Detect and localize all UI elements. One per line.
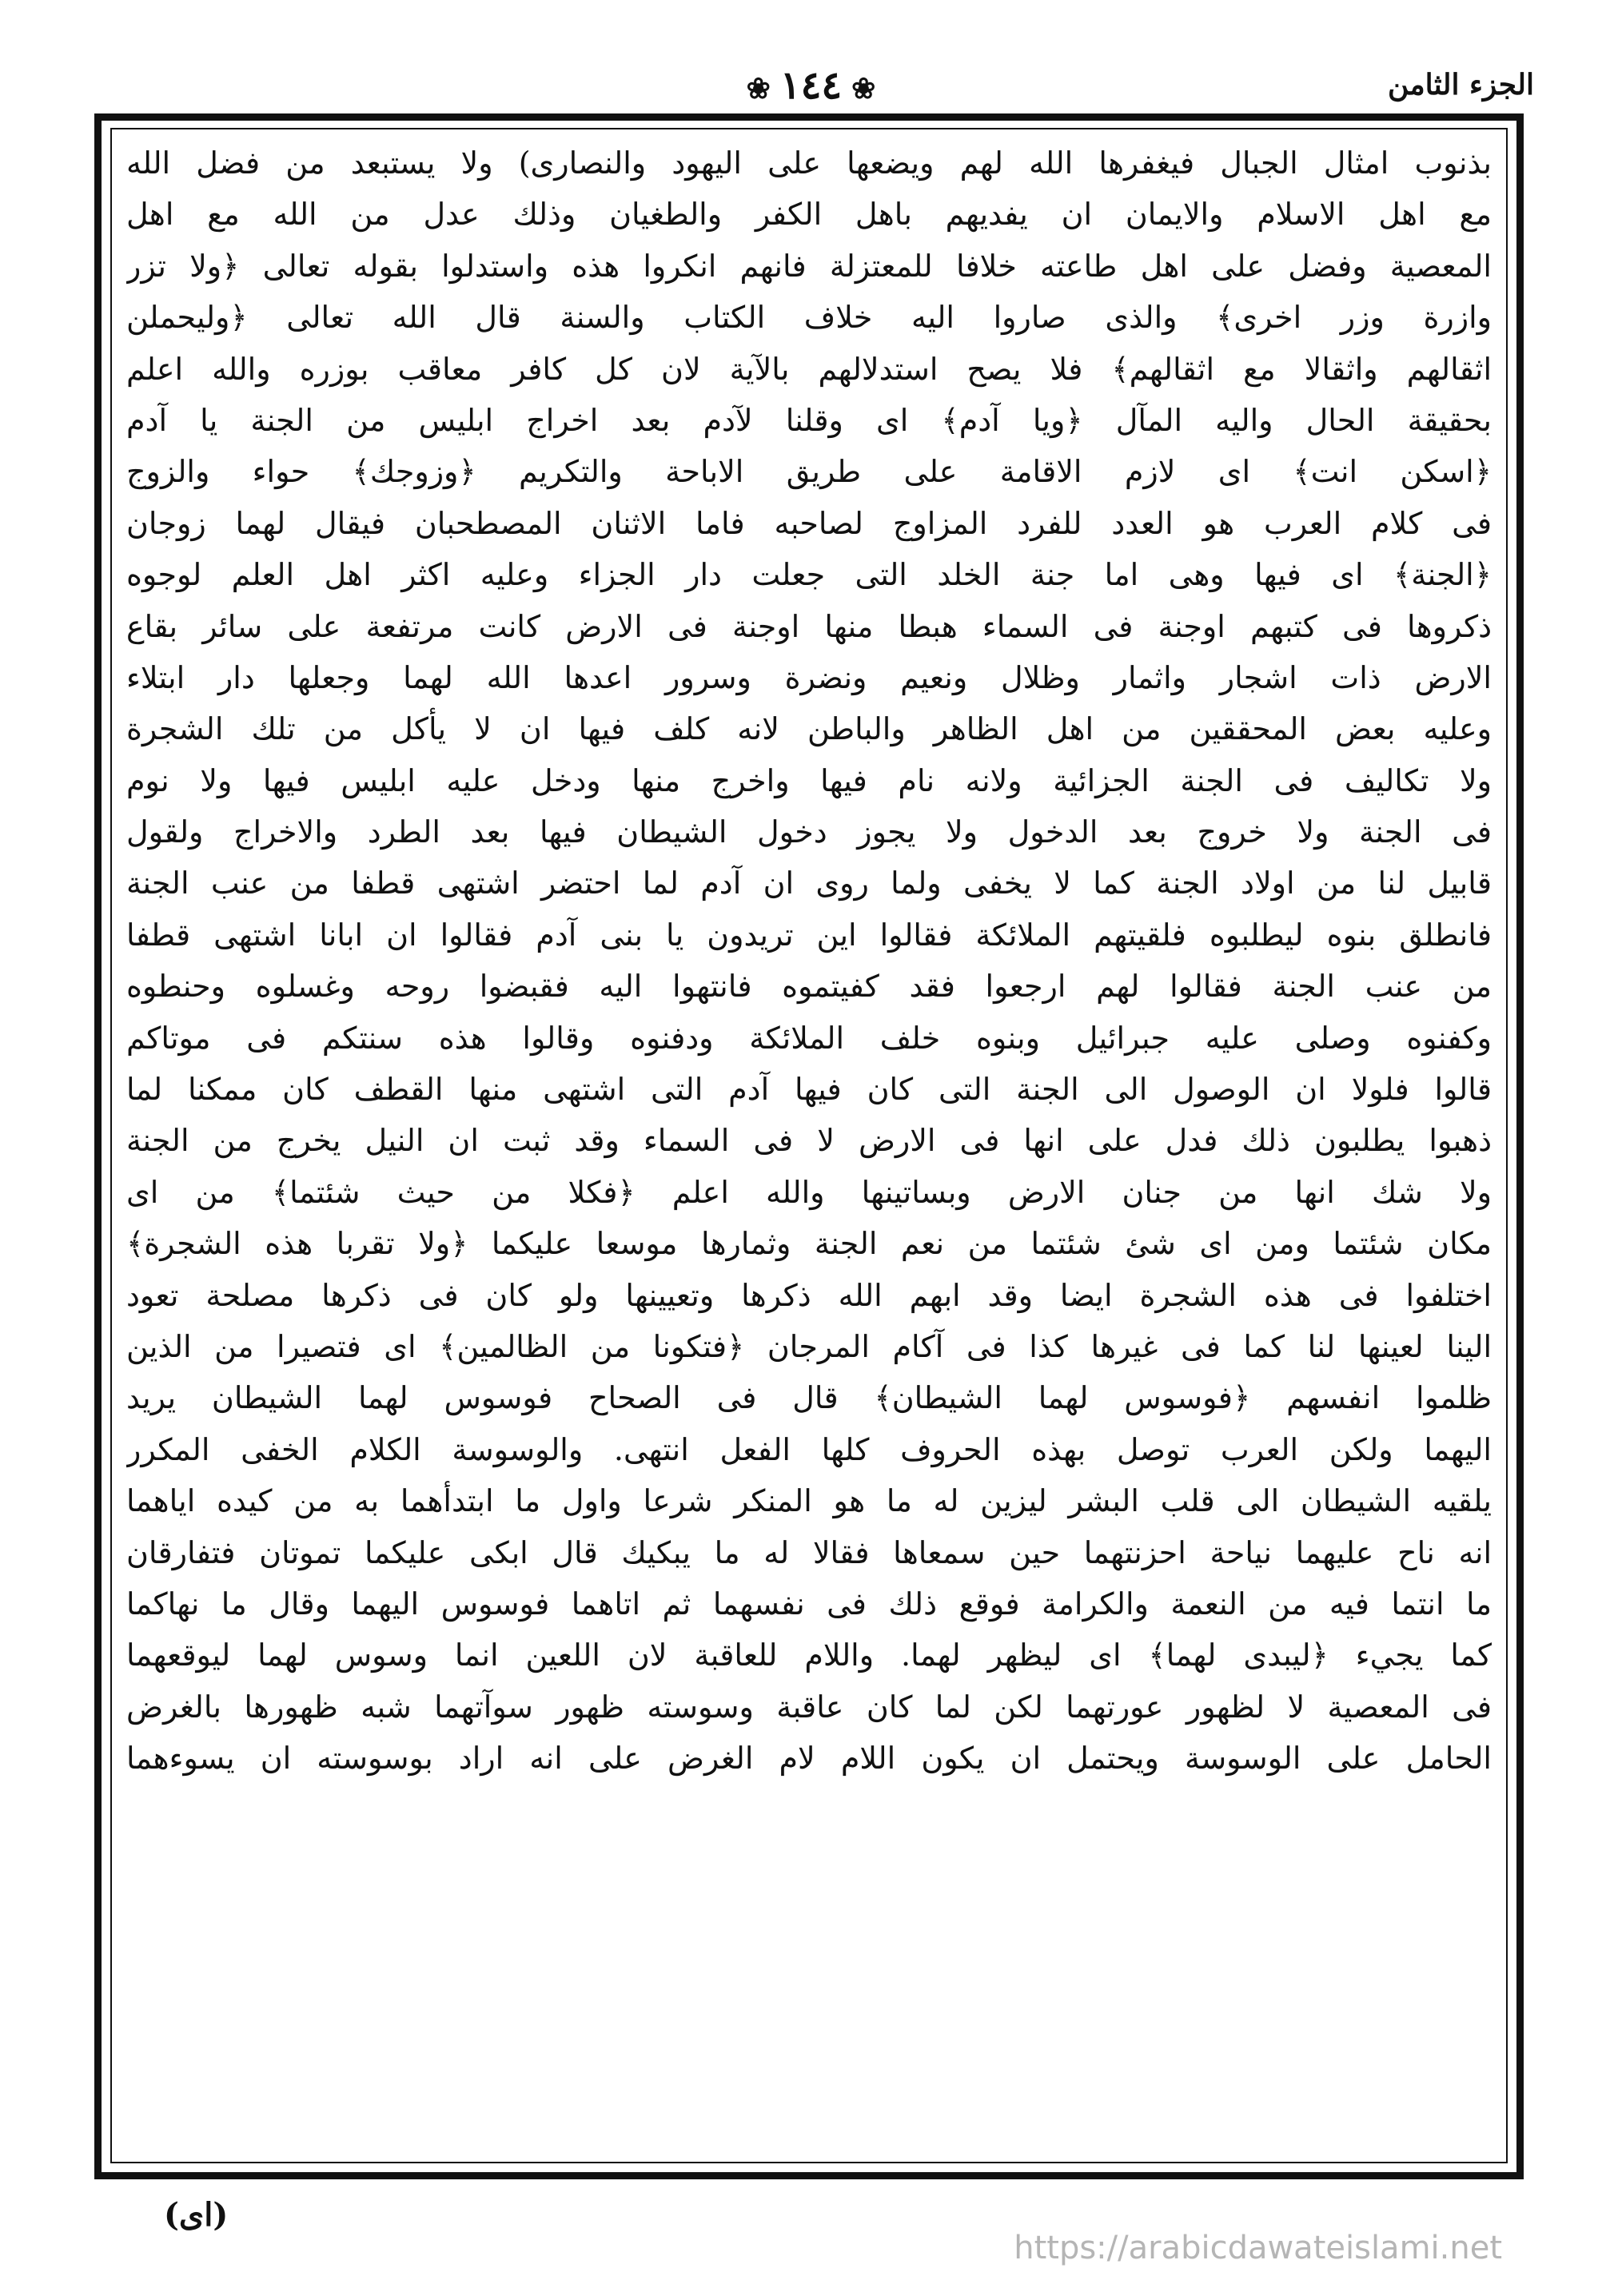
text-line: ذهبوا يطلبون ذلك فدل على انها فى الارض لا فى السماء وقد ثبت ان النيل يخرج من الجنة: [126, 1123, 1492, 1159]
text-line: فى كلام العرب هو العدد للفرد المزاوج لصاحبه فاما الاثنان المصطحبان فيقال لهما زوجان: [126, 505, 1492, 541]
text-line: الينا لعينها لنا كما فى غيرها كذا فى آكام المرجان ﴿فتكونا من الظالمين﴾ اى فتصيرا من الذين: [126, 1328, 1492, 1364]
text-line: فى الجنة ولا خروج بعد الدخول ولا يجوز دخول الشيطان فيها بعد الطرد والاخراج ولقول: [126, 814, 1492, 850]
text-line: ولا شك انها من جنان الارض وبساتينها والله اعلم ﴿فكلا من حيث شئتما﴾ من اى: [126, 1174, 1492, 1210]
text-line: ذكروها فى كتبهم اوجنة فى السماء هبطا منها اوجنة فى الارض كانت مرتفعة على سائر بقاع: [126, 608, 1492, 644]
running-head-part: الجزء الثامن: [1387, 68, 1534, 101]
source-watermark: https://arabicdawateislami.net: [1014, 2230, 1502, 2266]
text-line: ظلموا انفسهم ﴿فوسوس لهما الشيطان﴾ قال فى الصحاح فوسوس لهما الشيطان يريد: [126, 1380, 1492, 1416]
page-header: [88, 63, 1534, 116]
text-line: مكان شئتما ومن اى شئ شئتما من نعم الجنة وثمارها موسعا عليكما ﴿ولا تقربا هذه الشجرة﴾: [126, 1226, 1492, 1262]
text-line: الارض ذات اشجار واثمار وظلال ونعيم ونضرة وسرور اعدها الله لهما وجعلها دار ابتلاء: [126, 659, 1492, 695]
catchword: (اى): [164, 2196, 229, 2234]
ornament-right-icon: ❀: [851, 72, 876, 105]
text-line: قابيل لنا من اولاد الجنة كما لا يخفى ولما روى ان آدم لما احتضر اشتهى قطفا من عنب الجنة: [126, 865, 1492, 901]
text-line: ما انتما فيه من النعمة والكرامة فوقع ذلك فى نفسهما ثم اتاهما فوسوس اليهما وقال ما نهاكما: [126, 1586, 1492, 1622]
text-line: بذنوب امثال الجبال فيغفرها الله لهم ويضعها على اليهود والنصارى) ولا يستبعد من فضل الله: [126, 145, 1492, 181]
text-line: فانطلق بنوه ليطلبوه فلقيتهم الملائكة فقالوا اين تريدون يا بنى آدم فقالوا ان ابانا اشتهى قطفا: [126, 917, 1492, 953]
text-line: يلقيه الشيطان الى قلب البشر ليزين له ما هو المنكر شرعا واول ما ابتدأهما به من كيده اياهما: [126, 1483, 1492, 1519]
ornament-left-icon: ❀: [746, 72, 771, 105]
text-line: اليهما ولكن العرب توصل بهذه الحروف كلها الفعل انتهى. والوسوسة الكلام الخفى المكرر: [126, 1431, 1492, 1467]
text-line: المعصية وفضل على اهل طاعته خلافا للمعتزلة فانهم انكروا هذه واستدلوا بقوله تعالى ﴿ولا تزر: [126, 248, 1492, 284]
text-line: فى المعصية لا لظهور عورتهما لكن لما كان عاقبة وسوسته ظهور سوآتهما شبه ظهورها بالغرض: [126, 1689, 1492, 1725]
text-line: اختلفوا فى هذه الشجرة ايضا وقد ابهم الله ذكرها وتعيينها ولو كان فى ذكرها مصلحة تعود: [126, 1277, 1492, 1313]
text-line: ﴿اسكن انت﴾ اى لازم الاقامة على طريق الاباحة والتكريم ﴿وزوجك﴾ حواء والزوج: [126, 454, 1492, 490]
text-line: من عنب الجنة فقالوا لهم ارجعوا فقد كفيتموه فانتهوا اليه فقبضوا روحه وغسلوه وحنطوه: [126, 969, 1492, 1005]
text-line: وعليه بعض المحققين من اهل الظاهر والباطن لانه كلف فيها ان لا يأكل من تلك الشجرة: [126, 711, 1492, 747]
text-line: اثقالهم واثقالا مع اثقالهم﴾ فلا يصح استدلالهم بالآية لان كل كافر معاقب بوزره والله اعلم: [126, 351, 1492, 387]
page-number-block: [737, 63, 886, 108]
text-line: كما يجيء ﴿ليبدى لهما﴾ اى ليظهر لهما. واللام للعاقبة لان اللعين انما وسوس لهما ليوقعهما: [126, 1637, 1492, 1673]
text-line: انه ناح عليهما نياحة احزنتهما حين سمعاها فقالا له ما يبكيك قال ابكى عليكما تموتان فتفارقان: [126, 1534, 1492, 1570]
main-text-block: [126, 137, 1492, 1785]
page-number: ١٤٤: [779, 63, 843, 108]
text-line: وكفنوه وصلى عليه جبرائيل وبنوه خلف الملائكة ودفنوه وقالوا هذه سنتكم فى موتاكم: [126, 1020, 1492, 1056]
text-line: بحقيقة الحال واليه المآل ﴿ويا آدم﴾ اى وقلنا لآدم بعد اخراج ابليس من الجنة يا آدم: [126, 402, 1492, 438]
text-line: ولا تكاليف فى الجنة الجزائية ولانه نام فيها واخرج منها ودخل عليه ابليس فيها ولا نوم: [126, 762, 1492, 798]
text-line: قالوا فلولا ان الوصول الى الجنة التى كان فيها آدم التى اشتهى منها القطف كان ممكنا لما: [126, 1072, 1492, 1108]
text-line: مع اهل الاسلام والايمان ان يفديهم باهل الكفر والطغيان وذلك عدل من الله مع اهل: [126, 197, 1492, 233]
text-line: ﴿الجنة﴾ اى فيها وهى اما جنة الخلد التى جعلت دار الجزاء وعليه اكثر اهل العلم لوجوه: [126, 557, 1492, 593]
text-line: وازرة وزر اخرى﴾ والذى صاروا اليه خلاف الكتاب والسنة قال الله تعالى ﴿وليحملن: [126, 300, 1492, 336]
text-line: الحامل على الوسوسة ويحتمل ان يكون اللام لام الغرض على انه اراد بوسوسته ان يسوءهما: [126, 1741, 1492, 1777]
